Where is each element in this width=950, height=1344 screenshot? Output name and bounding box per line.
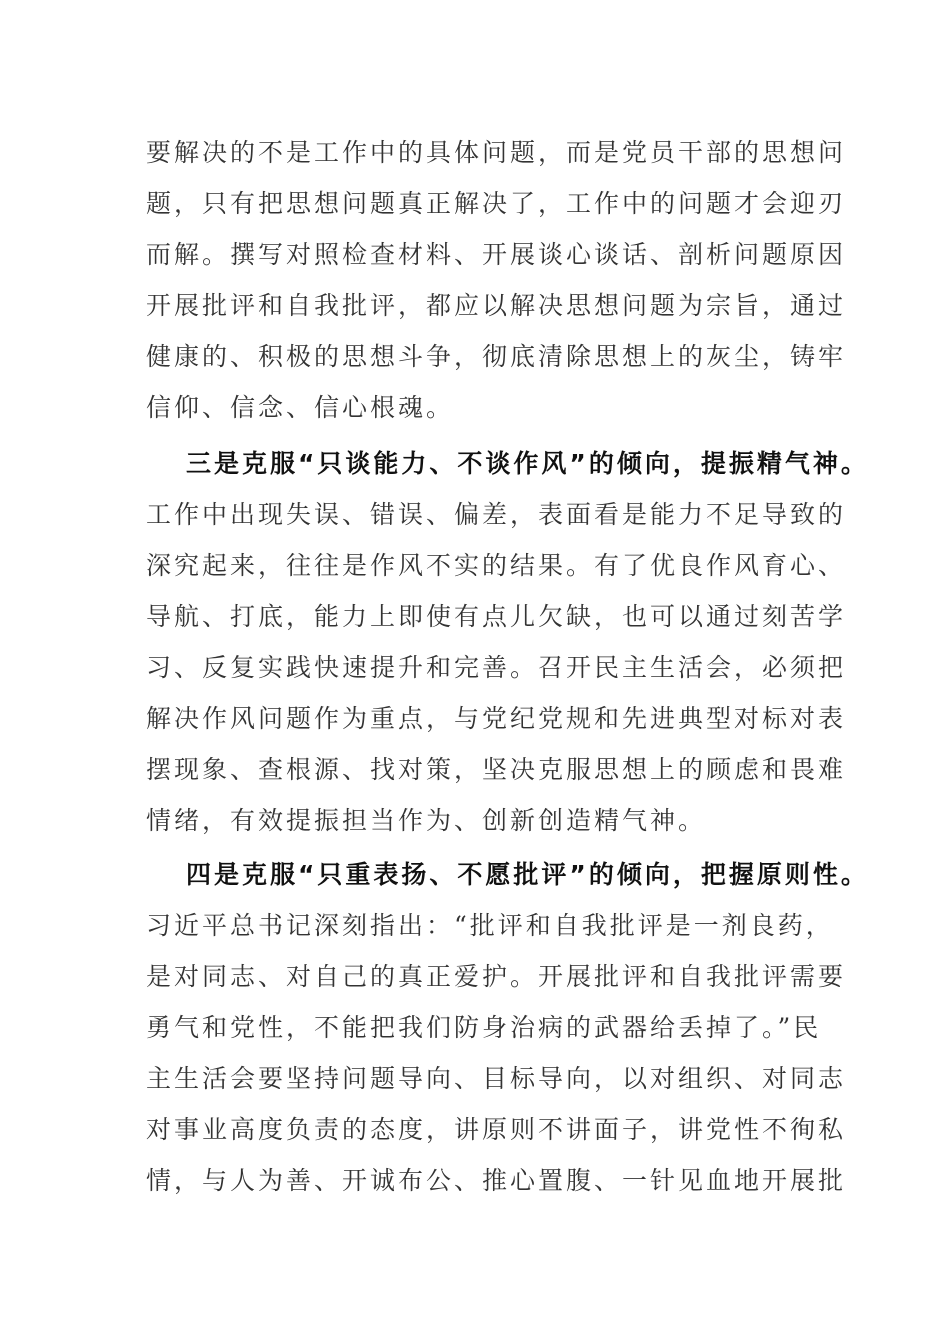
body-line: 习、反复实践快速提升和完善。召开民主生活会，必须把 xyxy=(146,653,847,682)
body-line: 是对同志、对自己的真正爱护。开展批评和自我批评需要 xyxy=(146,962,847,991)
body-line: 主生活会要坚持问题导向、目标导向，以对组织、对同志 xyxy=(146,1064,847,1093)
body-line: 工作中出现失误、错误、偏差，表面看是能力不足导致的 xyxy=(146,500,847,529)
body-line: 健康的、积极的思想斗争，彻底清除思想上的灰尘，铸牢 xyxy=(146,342,847,371)
body-line: 解决作风问题作为重点，与党纪党规和先进典型对标对表 xyxy=(146,704,847,733)
section-heading: 四是克服“只重表扬、不愿批评”的倾向，把握原则性。 xyxy=(186,860,869,889)
body-line: 情，与人为善、开诚布公、推心置腹、一针见血地开展批 xyxy=(146,1166,847,1195)
body-line: 开展批评和自我批评，都应以解决思想问题为宗旨，通过 xyxy=(146,291,847,320)
body-line: 深究起来，往往是作风不实的结果。有了优良作风育心、 xyxy=(146,551,847,580)
body-line: 情绪，有效提振担当作为、创新创造精气神。 xyxy=(146,806,707,835)
body-line: 而解。撰写对照检查材料、开展谈心谈话、剖析问题原因 xyxy=(146,240,847,269)
body-line: 题，只有把思想问题真正解决了，工作中的问题才会迎刃 xyxy=(146,189,847,218)
body-line: 勇气和党性，不能把我们防身治病的武器给丢掉了。”民 xyxy=(146,1013,822,1042)
body-line: 要解决的不是工作中的具体问题，而是党员干部的思想问 xyxy=(146,138,847,167)
body-line: 摆现象、查根源、找对策，坚决克服思想上的顾虑和畏难 xyxy=(146,755,847,784)
body-line: 信仰、信念、信心根魂。 xyxy=(146,393,455,422)
section-4 xyxy=(146,849,869,1206)
body-line: 习近平总书记深刻指出：“批评和自我批评是一剂良药， xyxy=(146,911,834,940)
section-heading: 三是克服“只谈能力、不谈作风”的倾向，提振精气神。 xyxy=(186,449,869,478)
paragraph-continuation xyxy=(146,127,847,433)
section-3 xyxy=(146,438,869,846)
body-line: 对事业高度负责的态度，讲原则不讲面子，讲党性不徇私 xyxy=(146,1115,847,1144)
body-line: 导航、打底，能力上即使有点儿欠缺，也可以通过刻苦学 xyxy=(146,602,847,631)
